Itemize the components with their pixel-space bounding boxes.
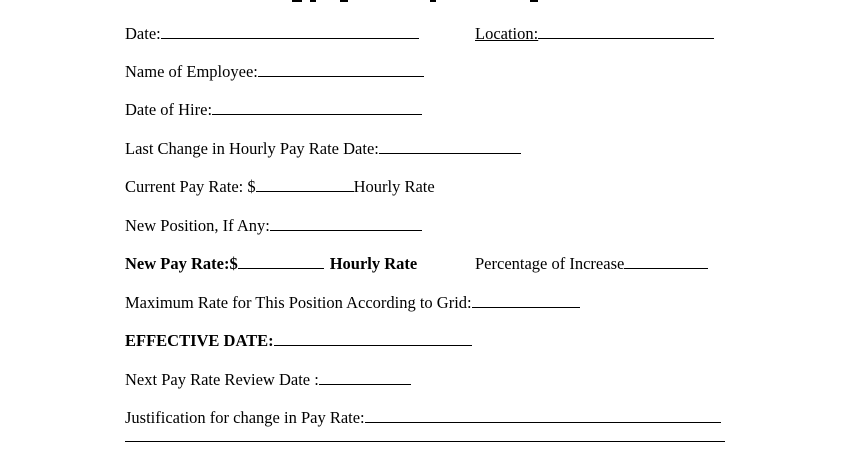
new-rate-row	[125, 254, 417, 274]
percentage-field[interactable]	[624, 254, 708, 269]
current-rate-label: Current Pay Rate: $	[125, 177, 256, 196]
date-row	[125, 24, 419, 44]
new-rate-suffix: Hourly Rate	[329, 254, 418, 273]
new-position-row	[125, 216, 422, 236]
location-label: Location:	[475, 24, 539, 43]
effective-date-field[interactable]	[274, 331, 472, 346]
percentage-label: Percentage of Increase	[475, 254, 625, 273]
maximum-rate-field[interactable]	[472, 293, 580, 308]
employee-name-label: Name of Employee:	[125, 62, 258, 81]
new-rate-field[interactable]	[238, 254, 324, 269]
location-field[interactable]	[538, 24, 714, 39]
last-change-field[interactable]	[379, 139, 521, 154]
new-position-field[interactable]	[270, 216, 422, 231]
last-change-label: Last Change in Hourly Pay Rate Date:	[125, 139, 379, 158]
employee-name-field[interactable]	[258, 62, 424, 77]
next-review-label: Next Pay Rate Review Date :	[125, 370, 319, 389]
current-rate-suffix: Hourly Rate	[353, 177, 435, 196]
new-position-label: New Position, If Any:	[125, 216, 270, 235]
location-row	[475, 24, 714, 44]
justification-field[interactable]	[365, 408, 721, 423]
percentage-row	[475, 254, 708, 274]
hire-date-row	[125, 100, 422, 120]
employee-name-row	[125, 62, 424, 82]
effective-date-label: EFFECTIVE DATE:	[125, 331, 274, 350]
justification-second-line[interactable]	[125, 441, 725, 442]
justification-row	[125, 408, 721, 428]
date-label: Date:	[125, 24, 161, 43]
hire-date-label: Date of Hire:	[125, 100, 213, 119]
new-rate-label: New Pay Rate:$	[125, 254, 238, 273]
current-rate-field[interactable]	[256, 177, 354, 192]
maximum-rate-label: Maximum Rate for This Position According to Grid:	[125, 293, 472, 312]
last-change-row	[125, 139, 521, 159]
current-rate-row	[125, 177, 435, 197]
date-field[interactable]	[161, 24, 419, 39]
next-review-row	[125, 370, 411, 390]
maximum-rate-row	[125, 293, 580, 313]
hire-date-field[interactable]	[212, 100, 422, 115]
cut-off-heading	[280, 0, 560, 4]
justification-label: Justification for change in Pay Rate:	[125, 408, 365, 427]
next-review-field[interactable]	[319, 370, 411, 385]
effective-date-row	[125, 331, 472, 351]
